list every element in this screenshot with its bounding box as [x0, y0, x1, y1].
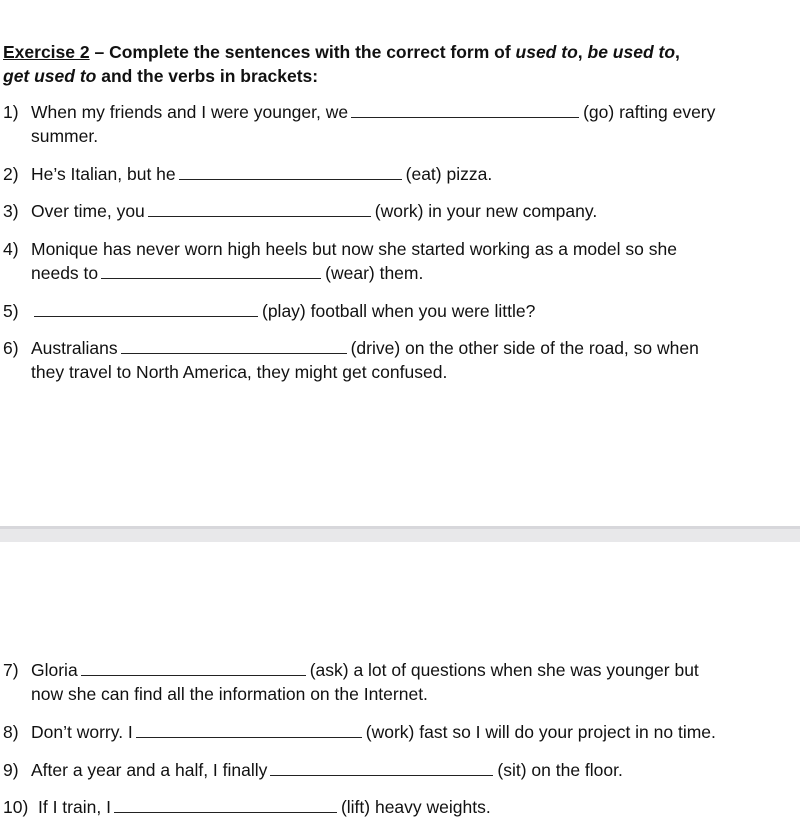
- item-text-before: needs to: [31, 263, 99, 283]
- item-text-after: (sit) on the floor.: [497, 760, 623, 780]
- item-number: 1): [3, 102, 19, 122]
- heading-text-3: ,: [675, 42, 680, 62]
- answer-blank-4[interactable]: [101, 263, 321, 279]
- item-number: 3): [3, 201, 19, 221]
- heading-term-get-used-to: get used to: [3, 66, 97, 86]
- exercise-item-1: [3, 100, 793, 148]
- exercise-heading: [3, 40, 793, 88]
- item-text-after: (drive) on the other side of the road, so when: [350, 338, 699, 358]
- answer-blank-10[interactable]: [114, 797, 337, 813]
- item-text-after: (play) football when you were little?: [262, 301, 536, 321]
- item-number: 4): [3, 239, 19, 259]
- item-number: 2): [3, 164, 19, 184]
- heading-term-used-to: used to: [515, 42, 578, 62]
- item-number: 5): [3, 301, 19, 321]
- heading-text-4: and the verbs in brackets:: [96, 66, 319, 86]
- item-text-after: (go) rafting every: [583, 102, 716, 122]
- item-text-after: (eat) pizza.: [405, 164, 493, 184]
- item-number: 7): [3, 660, 19, 680]
- item-text-before: Australians: [31, 338, 118, 358]
- item-text-before: When my friends and I were younger, we: [31, 102, 349, 122]
- heading-text-1: – Complete the sentences with the correct form of: [89, 42, 516, 62]
- item-text-line1: Monique has never worn high heels but now she started working as a model so she: [31, 239, 677, 259]
- exercise-item-3: [3, 199, 793, 223]
- item-text-after: (wear) them.: [325, 263, 424, 283]
- item-text-after: (lift) heavy weights.: [340, 797, 491, 817]
- item-number: 6): [3, 338, 19, 358]
- exercise-item-10: [3, 795, 793, 819]
- item-text-continuation: summer.: [31, 126, 99, 146]
- answer-blank-5[interactable]: [34, 301, 258, 317]
- answer-blank-1[interactable]: [351, 102, 579, 118]
- item-text-before: Don’t worry. I: [31, 722, 133, 742]
- item-text-before: Gloria: [31, 660, 78, 680]
- item-text-before: If I train, I: [38, 797, 111, 817]
- exercise-item-4: [3, 237, 793, 285]
- item-text-after: (work) in your new company.: [374, 201, 598, 221]
- answer-blank-9[interactable]: [270, 760, 493, 776]
- heading-term-be-used-to: be used to: [587, 42, 676, 62]
- answer-blank-6[interactable]: [121, 338, 347, 354]
- item-text-before: He’s Italian, but he: [31, 164, 176, 184]
- answer-blank-2[interactable]: [179, 164, 402, 180]
- item-number: 9): [3, 760, 19, 780]
- exercise-item-9: [3, 758, 793, 782]
- exercise-item-7: [3, 658, 793, 706]
- exercise-item-5: [3, 299, 793, 323]
- item-number: 8): [3, 722, 19, 742]
- heading-text-2: ,: [577, 42, 588, 62]
- answer-blank-3[interactable]: [148, 201, 371, 217]
- page-break-divider: [0, 526, 800, 542]
- item-text-before: Over time, you: [31, 201, 145, 221]
- item-text-after: (ask) a lot of questions when she was younger but: [309, 660, 699, 680]
- exercise-item-6: [3, 336, 793, 384]
- exercise-item-8: [3, 720, 793, 744]
- item-text-before: After a year and a half, I finally: [31, 760, 268, 780]
- item-text-after: (work) fast so I will do your project in no time.: [365, 722, 716, 742]
- exercise-item-2: [3, 162, 793, 186]
- item-number: 10): [3, 797, 29, 817]
- item-text-continuation: now she can find all the information on the Internet.: [31, 684, 428, 704]
- answer-blank-7[interactable]: [81, 660, 306, 676]
- answer-blank-8[interactable]: [136, 722, 362, 738]
- page-break-edge: [0, 526, 800, 529]
- exercise-label: Exercise 2: [3, 42, 90, 62]
- item-text-continuation: they travel to North America, they might get confused.: [31, 362, 448, 382]
